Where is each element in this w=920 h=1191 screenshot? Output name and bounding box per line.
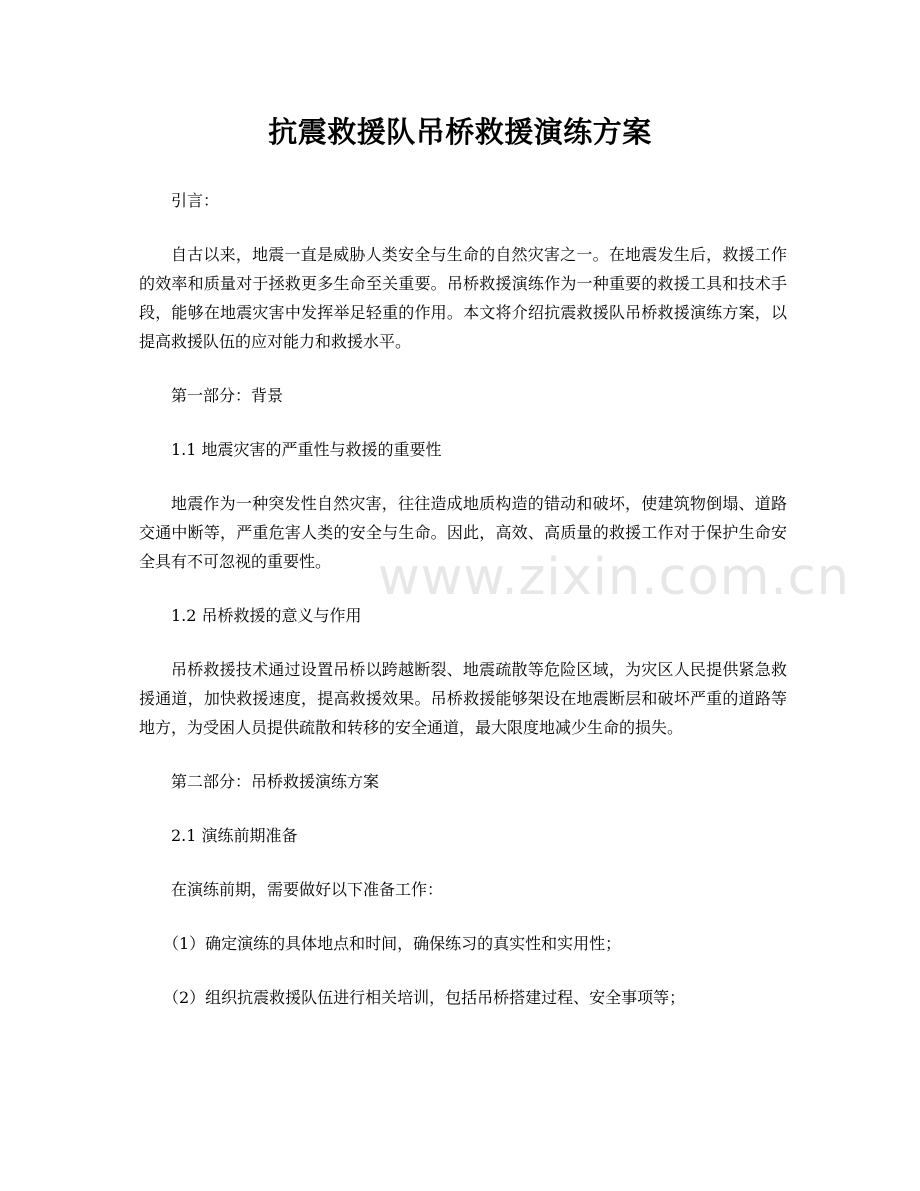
section-1-1-heading: 1.1 地震灾害的严重性与救援的重要性	[171, 440, 442, 459]
intro-paragraph: 自古以来，地震一直是威胁人类安全与生命的自然灾害之一。在地震发生后，救援工作的效率和质量对于拯救更多生命至关重要。吊桥救援演练作为一种重要的救援工具和技术手段，能够在地震灾害中发挥举足轻重的作用。本文将介绍抗震救援队吊桥救援演练方案，以提高救援队伍的应对能力和救援水平。	[139, 245, 787, 351]
list-item: （2）组织抗震救援队伍进行相关培训，包括吊桥搭建过程、安全事项等；	[163, 988, 686, 1007]
watermark-text: www.zixin.com.cn	[378, 548, 850, 607]
intro-label: 引言：	[171, 191, 220, 210]
document-body	[139, 186, 787, 1037]
part2-heading: 第二部分：吊桥救援演练方案	[171, 772, 380, 791]
section-1-2-heading: 1.2 吊桥救援的意义与作用	[171, 606, 362, 625]
section-2-1-intro: 在演练前期，需要做好以下准备工作：	[171, 880, 444, 899]
section-1-2-paragraph: 吊桥救援技术通过设置吊桥以跨越断裂、地震疏散等危险区域，为灾区人民提供紧急救援通道，加快救援速度，提高救援效果。吊桥救援能够架设在地震断层和破坏严重的道路等地方，为受困人员提供疏散和转移的安全通道，最大限度地减少生命的损失。	[139, 660, 787, 737]
list-item: （1）确定演练的具体地点和时间，确保练习的真实性和实用性；	[163, 934, 622, 953]
part1-heading: 第一部分：背景	[171, 386, 284, 405]
section-1-1-paragraph: 地震作为一种突发性自然灾害，往往造成地质构造的错动和破坏，使建筑物倒塌、道路交通中断等，严重危害人类的安全与生命。因此，高效、高质量的救援工作对于保护生命安全具有不可忽视的重要性。	[139, 494, 787, 571]
section-2-1-heading: 2.1 演练前期准备	[171, 826, 298, 845]
document-title: 抗震救援队吊桥救援演练方案	[268, 115, 652, 149]
